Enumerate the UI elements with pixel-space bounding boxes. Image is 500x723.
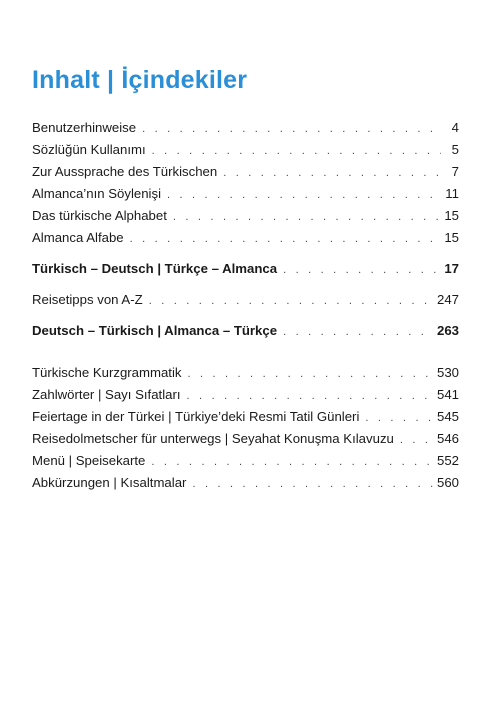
dot-leader <box>223 168 441 179</box>
toc-entry-label: Zahlwörter | Sayı Sıfatları <box>32 387 181 402</box>
toc-entry-page-number: 4 <box>451 120 459 135</box>
toc-entry-page-number: 15 <box>444 208 459 223</box>
toc-entry-reisetipps[interactable] <box>32 292 459 314</box>
dot-leader <box>152 146 441 157</box>
toc-entry-label: Benutzerhinweise <box>32 120 137 135</box>
toc-entry-almancanin-soylenisi[interactable] <box>32 186 459 208</box>
dot-leader <box>173 212 440 223</box>
toc-entry-page-number: 11 <box>445 186 459 201</box>
toc-entry-aussprache[interactable] <box>32 164 459 186</box>
toc-entry-zahlworter[interactable] <box>32 387 459 409</box>
toc-entry-benutzerhinweise[interactable] <box>32 120 459 142</box>
dot-leader <box>188 369 433 380</box>
toc-entry-label: Reisetipps von A-Z <box>32 292 143 307</box>
toc-entry-turkisches-alphabet[interactable] <box>32 208 459 230</box>
toc-entry-abkurzungen[interactable] <box>32 475 459 497</box>
dot-leader <box>187 391 433 402</box>
toc-entry-page-number: 546 <box>436 431 459 446</box>
toc-group-front-matter <box>32 120 459 252</box>
toc-entry-page-number: 552 <box>436 453 459 468</box>
dot-leader <box>192 479 433 490</box>
toc-entry-label: Feiertage in der Türkei | Türkiye’deki Resmi Tatil Günleri <box>32 409 360 424</box>
toc-entry-label: Sözlüğün Kullanımı <box>32 142 146 157</box>
toc-entry-turkisch-deutsch[interactable] <box>32 261 459 283</box>
toc-entry-label: Abkürzungen | Kısaltmalar <box>32 475 187 490</box>
toc-entry-label: Menü | Speisekarte <box>32 453 146 468</box>
dot-leader <box>130 234 441 245</box>
dot-leader <box>400 435 433 446</box>
toc-entry-page-number: 541 <box>436 387 459 402</box>
toc-entry-page-number: 560 <box>436 475 459 490</box>
toc-entry-deutsch-turkisch[interactable] <box>32 323 459 345</box>
dot-leader <box>149 296 433 307</box>
toc-group-appendix <box>32 365 459 497</box>
toc-entry-label: Das türkische Alphabet <box>32 208 167 223</box>
toc-group-turkish-german <box>32 261 459 283</box>
toc-entry-page-number: 15 <box>444 230 459 245</box>
toc-entry-label: Almanca Alfabe <box>32 230 124 245</box>
toc-entry-page-number: 17 <box>444 261 459 276</box>
toc-entry-page-number: 7 <box>451 164 459 179</box>
toc-entry-kurzgrammatik[interactable] <box>32 365 459 387</box>
dot-leader <box>142 124 441 135</box>
toc-entry-page-number: 530 <box>436 365 459 380</box>
page-title: Inhalt | İçindekiler <box>32 66 248 94</box>
toc-entry-page-number: 5 <box>451 142 459 157</box>
toc-entry-page-number: 247 <box>436 292 459 307</box>
toc-group-travel-tips <box>32 292 459 314</box>
toc-entry-label: Reisedolmetscher für unterwegs | Seyahat Konuşma Kılavuzu <box>32 431 394 446</box>
toc-entry-feiertage[interactable] <box>32 409 459 431</box>
dot-leader <box>151 457 433 468</box>
toc-entry-sozlugun-kullanimi[interactable] <box>32 142 459 164</box>
dot-leader <box>283 265 440 276</box>
toc-entry-label: Türkische Kurzgrammatik <box>32 365 182 380</box>
dot-leader <box>365 413 433 424</box>
toc-entry-menu[interactable] <box>32 453 459 475</box>
toc-entry-page-number: 545 <box>436 409 459 424</box>
toc-entry-almanca-alfabe[interactable] <box>32 230 459 252</box>
toc-entry-label: Zur Aussprache des Türkischen <box>32 164 218 179</box>
toc-entry-label: Türkisch – Deutsch | Türkçe – Almanca <box>32 261 278 276</box>
toc-entry-label: Deutsch – Türkisch | Almanca – Türkçe <box>32 323 278 338</box>
toc-entry-label: Almanca’nın Söylenişi <box>32 186 162 201</box>
toc-entry-page-number: 263 <box>436 323 459 338</box>
dot-leader <box>283 327 433 338</box>
dot-leader <box>167 190 441 201</box>
toc-entry-reisedolmetscher[interactable] <box>32 431 459 453</box>
toc-group-german-turkish <box>32 323 459 345</box>
